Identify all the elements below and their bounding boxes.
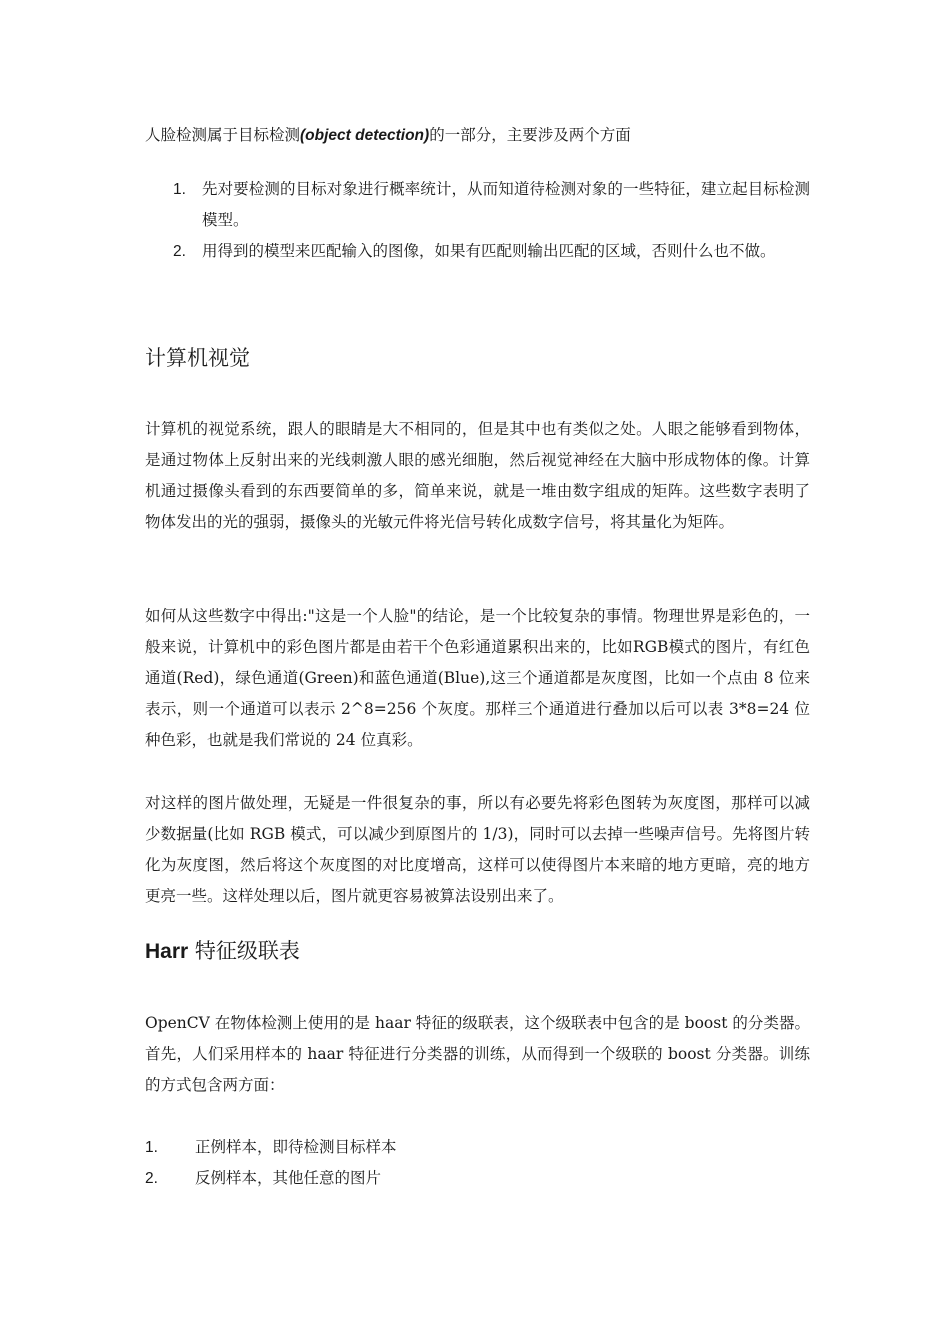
list-number: 2. [173,243,186,260]
paragraph: 如何从这些数字中得出:"这是一个人脸"的结论，是一个比较复杂的事情。物理世界是彩色的，一般来说，计算机中的彩色图片都是由若干个色彩通道累积出来的，比如RGB模式的图片，有红色通道(Red)，绿色通道(Green)和蓝色通道(Blue),这三个通道都是灰度图，比如一个点由 8 位来表示，则一个通道可以表示 2^8=256 个灰度。那样三个通道进行叠加以后可以表 3*8=24 位种色彩，也就是我们常说的 24 位真彩。 [145,607,810,749]
section-heading [145,937,810,966]
list-item [145,1132,810,1163]
list-item [173,174,810,236]
list-text: 用得到的模型来匹配输入的图像，如果有匹配则输出匹配的区域，否则什么也不做。 [202,242,776,260]
list-item [145,1163,810,1194]
heading-text: 特征级联表 [188,939,300,963]
list-number: 2. [145,1170,158,1187]
list-text: 正例样本，即待检测目标样本 [195,1138,397,1156]
list-text: 反例样本，其他任意的图片 [195,1169,382,1187]
steps-list [173,174,810,267]
paragraph: 对这样的图片做处理，无疑是一件很复杂的事，所以有必要先将彩色图转为灰度图，那样可以减少数据量(比如 RGB 模式，可以减少到原图片的 1/3)，同时可以去掉一些噪声信号。先将图片转化为灰度图，然后将这个灰度图的对比度增高，这样可以使得图片本来暗的地方更暗，亮的地方更亮一些。这样处理以后，图片就更容易被算法设别出来了。 [145,794,810,905]
samples-list [145,1132,810,1194]
paragraph: OpenCV 在物体检测上使用的是 haar 特征的级联表，这个级联表中包含的是 boost 的分类器。首先，人们采用样本的 haar 特征进行分类器的训练，从而得到一个级联的 boost 分类器。训练的方式包含两方面： [145,1014,810,1094]
heading-bold: Harr [145,940,189,963]
list-number: 1. [173,181,186,198]
list-text: 先对要检测的目标对象进行概率统计，从而知道待检测对象的一些特征，建立起目标检测模型。 [202,180,810,229]
intro-text: 人脸检测属于目标检测 [145,126,301,144]
intro-paragraph [145,120,810,151]
intro-text-end: 的一部分，主要涉及两个方面 [429,126,631,144]
list-number: 1. [145,1139,158,1156]
paragraph: 计算机的视觉系统，跟人的眼睛是大不相同的，但是其中也有类似之处。人眼之能够看到物体，是通过物体上反射出来的光线刺激人眼的感光细胞，然后视觉神经在大脑中形成物体的像。计算机通过摄像头看到的东西要简单的多，简单来说，就是一堆由数字组成的矩阵。这些数字表明了物体发出的光的强弱，摄像头的光敏元件将光信号转化成数字信号，将其量化为矩阵。 [145,420,810,531]
intro-emphasis: (object detection) [300,127,430,144]
section-heading: 计算机视觉 [145,346,250,370]
list-item [173,236,810,267]
